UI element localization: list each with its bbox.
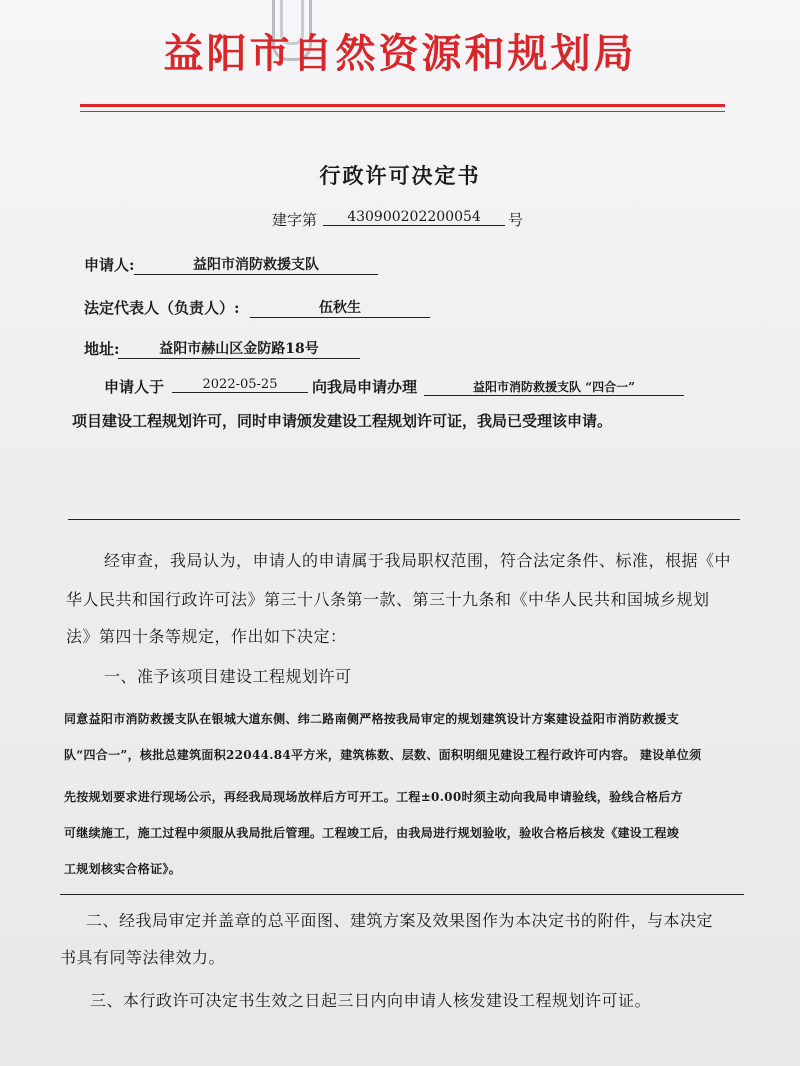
permit-suffix: 号 <box>508 211 524 229</box>
address-value: 益阳市赫山区金防路18号 <box>118 338 360 359</box>
review-line-1: 经审查，我局认为，申请人的申请属于我局职权范围，符合法定条件、标准，根据《中 <box>104 551 732 570</box>
item1-line-5: 工规划核实合格证》。 <box>64 862 182 876</box>
application-line2: 项目建设工程规划许可，同时申请颁发建设工程规划许可证，我局已受理该申请。 <box>72 412 613 430</box>
address-label: 地址: <box>84 340 120 358</box>
item1-heading: 一、准予该项目建设工程规划许可 <box>104 667 352 686</box>
permit-number: 430900202200054 <box>323 209 505 226</box>
applicant-label: 申请人: <box>84 256 135 274</box>
item1-line-3: 先按规划要求进行现场公示，再经我局现场放样后方可开工。工程±0.00时须主动向我局申请验线，验线合格后方 <box>64 790 683 804</box>
header-rule-thin <box>80 111 725 112</box>
application-project: 益阳市消防救援支队 “四合一” <box>424 378 684 396</box>
document-title: 行政许可决定书 <box>319 163 481 188</box>
legal-rep-label: 法定代表人（负责人）: <box>84 299 240 317</box>
application-middle: 向我局申请办理 <box>312 378 418 396</box>
legal-rep-value: 伍秋生 <box>250 297 430 318</box>
item3-text: 三、本行政许可决定书生效之日起三日内向申请人核发建设工程规划许可证。 <box>90 991 652 1010</box>
item2-line-1: 二、经我局审定并盖章的总平面图、建筑方案及效果图作为本决定书的附件，与本决定 <box>86 911 714 930</box>
permit-prefix: 建字第 <box>272 211 318 229</box>
applicant-value: 益阳市消防救援支队 <box>134 254 378 275</box>
item1-line-2: 队“四合一”，核批总建筑面积22044.84平方米，建筑栋数、层数、面积明细见建设工程行政许可内容。 建设单位须 <box>64 748 702 762</box>
item1-line-1: 同意益阳市消防救援支队在银城大道东侧、纬二路南侧严格按我局审定的规划建筑设计方案建设益阳市消防救援支 <box>64 712 680 726</box>
application-date: 2022-05-25 <box>172 377 308 393</box>
header-rule-thick <box>80 104 725 107</box>
review-line-2: 华人民共和国行政许可法》第三十八条第一款、第三十九条和《中华人民共和国城乡规划 <box>66 590 710 609</box>
section-divider <box>68 519 740 520</box>
item1-underline <box>60 894 744 895</box>
application-prefix: 申请人于 <box>104 378 165 396</box>
agency-name: 益阳市自然资源和规划局 <box>163 31 637 77</box>
item1-line-4: 可继续施工，施工过程中须服从我局批后管理。工程竣工后，由我局进行规划验收，验收合格后核发《建设工程竣 <box>64 826 680 840</box>
review-line-3: 法》第四十条等规定，作出如下决定： <box>66 627 347 646</box>
item2-line-2: 书具有同等法律效力。 <box>60 948 226 967</box>
